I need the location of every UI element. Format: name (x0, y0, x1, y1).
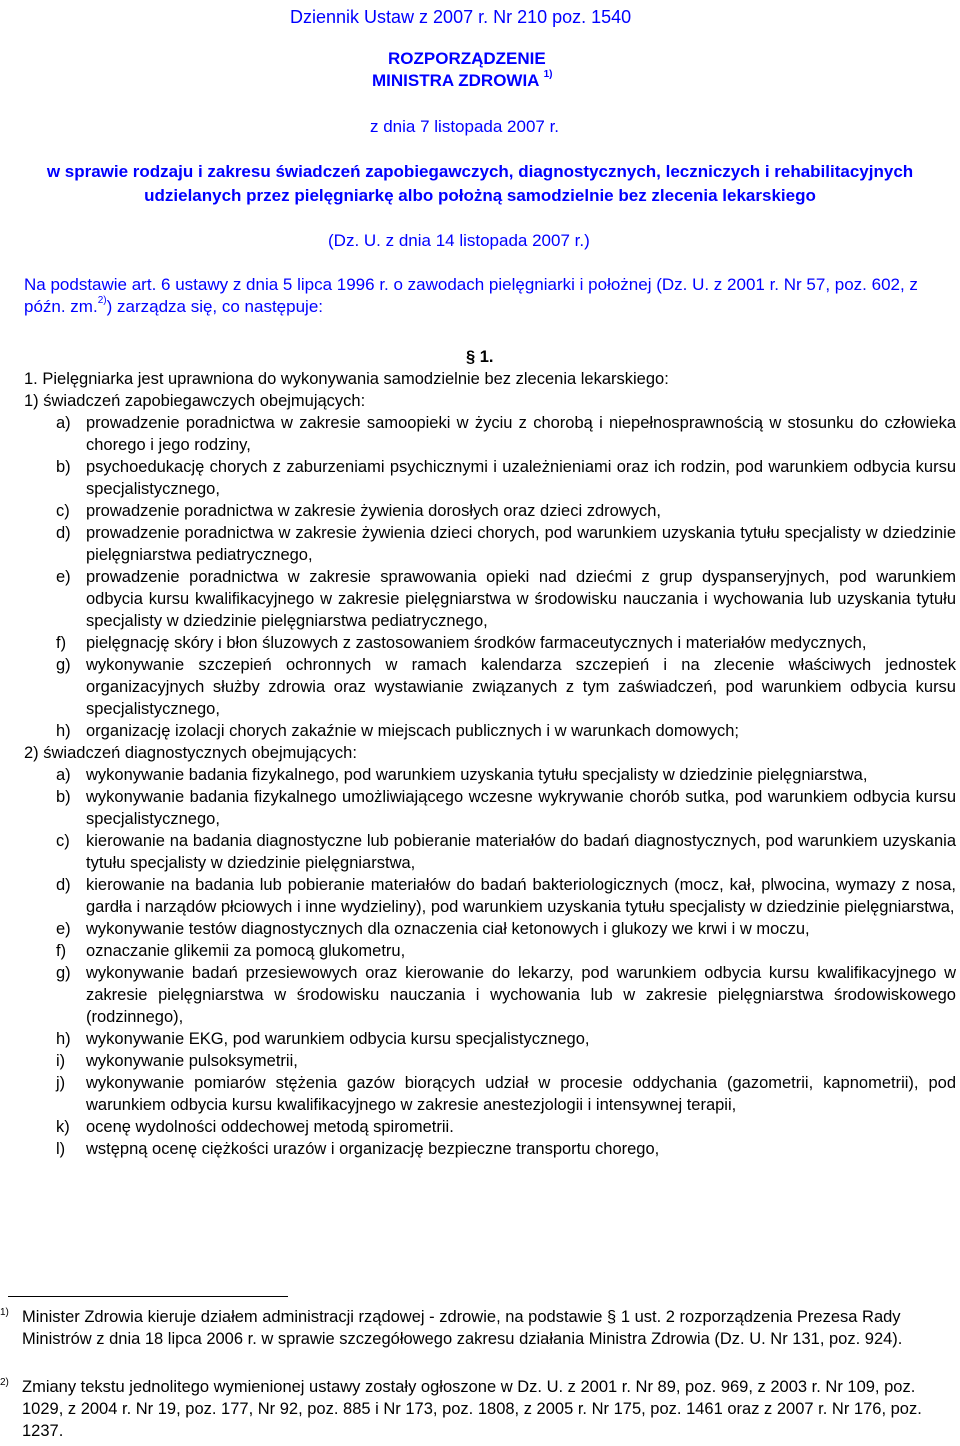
list-item: d) prowadzenie poradnictwa w zakresie żywienia dzieci chorych, pod warunkiem uzyskania tytułu specjalisty w dziedzinie pielęgniarstwa pediatrycznego, (56, 524, 956, 564)
list-item: j) wykonywanie pomiarów stężenia gazów biorących udział w procesie oddychania (gazometrii, kapnometrii), pod warunkiem odbycia kursu kwalifikacyjnego w zakresie anestezjologii i intensywnej terapii, (56, 1074, 956, 1114)
list-item: e) wykonywanie testów diagnostycznych dla oznaczenia ciał ketonowych i glukozy we krwi i w moczu, (56, 920, 810, 938)
list-item: c) kierowanie na badania diagnostyczne lub pobieranie materiałów do badań diagnostycznych, pod warunkiem uzyskania tytułu specjalisty w dziedzinie pielęgniarstwa, (56, 832, 956, 872)
list-item: b) wykonywanie badania fizykalnego umożliwiającego wczesne wykrywanie chorób sutka, pod warunkiem odbycia kursu specjalistycznego, (56, 788, 956, 828)
list-item: g) wykonywanie szczepień ochronnych w ramach kalendarza szczepień i na zlecenie właściwych jednostek organizacyjnych służby zdrowia oraz wystawianie związanych z tym zaświadczeń, pod warunkiem odbycia kursu specjalistycznego, (56, 656, 956, 718)
list-item: c) prowadzenie poradnictwa w zakresie żywienia dorosłych oraz dzieci zdrowych, (56, 502, 662, 520)
footnote-2: 2) Zmiany tekstu jednolitego wymienionej ustawy zostały ogłoszone w Dz. U. z 2001 r. Nr 89, poz. 969, z 2003 r. Nr 109, poz. 1029, z 2004 r. Nr 19, poz. 177, Nr 92, poz. 885 i Nr 173, poz. 1808, z 2005 r. Nr 175, poz. 1461 oraz z 2007 r. Nr 176, poz. 1237. (0, 1377, 922, 1440)
group-2: 2) świadczeń diagnostycznych obejmujących: (24, 744, 357, 762)
list-item: d) kierowanie na badania lub pobieranie materiałów do badań bakteriologicznych (mocz, kał, plwocina, wymazy z nosa, gardła i narządów płciowych i inne wydzieliny), pod warunkiem uzyskania tytułu specjalisty w dziedzinie pielęgniarstwa, (56, 876, 956, 916)
list-item: i) wykonywanie pulsoksymetrii, (56, 1052, 298, 1070)
section-intro: 1. Pielęgniarka jest uprawniona do wykonywania samodzielnie bez zlecenia lekarskiego: (24, 370, 669, 388)
group-1: 1) świadczeń zapobiegawczych obejmujących: (24, 392, 366, 410)
list-item: b) psychoedukację chorych z zaburzeniami psychicznymi i uzależnieniami oraz ich rodzin, pod warunkiem odbycia kursu specjalistycznego, (56, 458, 956, 498)
section-heading: § 1. (466, 348, 494, 366)
list-item: h) wykonywanie EKG, pod warunkiem odbycia kursu specjalistycznego, (56, 1030, 590, 1048)
footnote-divider (8, 1296, 288, 1297)
list-item: l) wstępną ocenę ciężkości urazów i organizację bezpieczne transportu chorego, (56, 1140, 660, 1158)
title-line-2: MINISTRA ZDROWIA $^{1)}$ (372, 69, 553, 90)
list-item: e) prowadzenie poradnictwa w zakresie sprawowania opieki nad dziećmi z grup dyspanseryjnych, pod warunkiem odbycia kursu kwalifikacyjnego w zakresie pielęgniarstwa w środowisku nauczania i wychowania lub uzyskania tytułu specjalisty w dziedzinie pielęgniarstwa pediatrycznego, (56, 568, 956, 630)
list-item: h) organizację izolacji chorych zakaźnie w miejscach publicznych i w warunkach domowych; (56, 722, 739, 740)
list-item: g) wykonywanie badań przesiewowych oraz kierowanie do lekarzy, pod warunkiem odbycia kursu kwalifikacyjnego w zakresie pielęgniarstwa w środowisku nauczania i wychowania lub w zakresie pielęgniarstwa środowiskowego (rodzinnego), (56, 964, 956, 1026)
title-footnote-mark: 1) (543, 69, 553, 81)
act-date: z dnia 7 listopada 2007 r. (370, 117, 560, 136)
list-item: f) pielęgnację skóry i błon śluzowych z zastosowaniem środków farmaceutycznych i materiałów medycznych, (56, 634, 867, 652)
publication-reference: (Dz. U. z dnia 14 listopada 2007 r.) (328, 231, 590, 250)
list-item: k) ocenę wydolności oddechowej metodą spirometrii. (56, 1118, 454, 1136)
preamble: Na podstawie art. 6 ustawy z dnia 5 lipca 1996 r. o zawodach pielęgniarki i położnej (Dz. U. z 2001 r. Nr 57, poz. 602, z późn. zm.$^{2)}$) zarządza się, co następuje: (24, 275, 918, 316)
journal-reference: Dziennik Ustaw z 2007 r. Nr 210 poz. 1540 (290, 7, 632, 27)
footnote-1: 1) Minister Zdrowia kieruje działem administracji rządowej - zdrowie, na podstawie § 1 ust. 2 rozporządzenia Prezesa Rady Ministrów z dnia 18 lipca 2006 r. w sprawie szczegółowego zakresu działania Ministra Zdrowia (Dz. U. Nr 131, poz. 924). (0, 1307, 903, 1348)
preamble-footnote-mark: 2) (97, 295, 107, 307)
list-item: a) wykonywanie badania fizykalnego, pod warunkiem uzyskania tytułu specjalisty w dziedzinie pielęgniarstwa, (56, 766, 868, 784)
list-item: a) prowadzenie poradnictwa w zakresie samoopieki w życiu z chorobą i niepełnosprawnością w stosunku do człowieka chorego i jego rodziny, (56, 414, 956, 454)
list-item: f) oznaczanie glikemii za pomocą glukometru, (56, 942, 406, 960)
title-line-1: ROZPORZĄDZENIE (388, 49, 546, 68)
section-body (24, 368, 956, 1160)
act-subject: w sprawie rodzaju i zakresu świadczeń zapobiegawczych, diagnostycznych, leczniczych i rehabilitacyjnych udzielanych przez pielęgniarkę albo położną samodzielnie bez zlecenia lekarskiego (46, 162, 914, 205)
